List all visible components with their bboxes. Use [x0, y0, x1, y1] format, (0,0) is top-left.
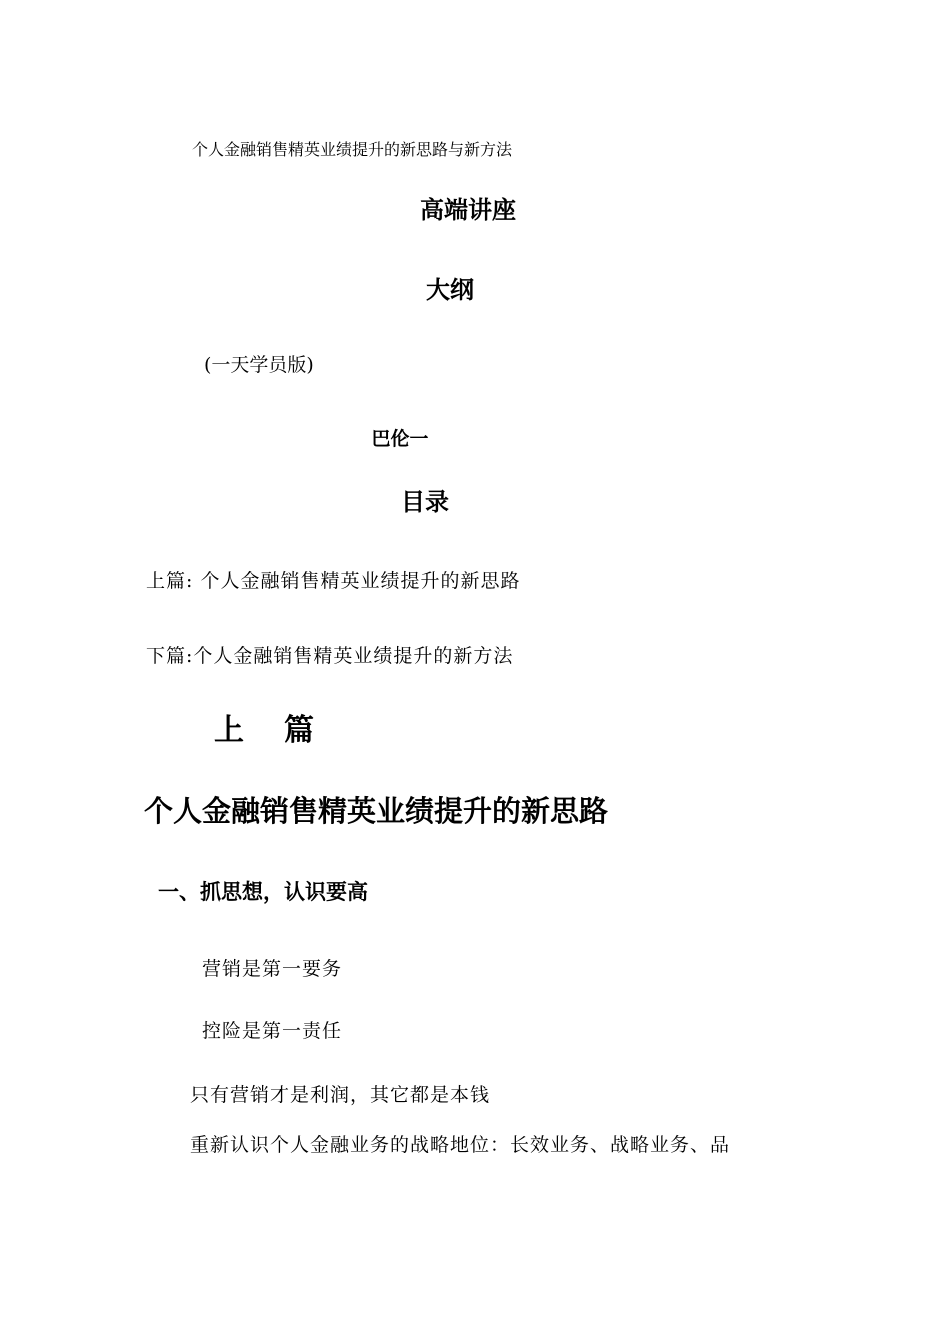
section-heading: 一、抓思想，认识要高 — [158, 880, 368, 904]
author-name: 巴伦一 — [371, 428, 429, 450]
part-title-left: 上 — [214, 713, 244, 748]
edition-label: (一天学员版) — [204, 354, 314, 376]
lecture-title: 高端讲座 — [420, 196, 516, 224]
body-line: 控险是第一责任 — [202, 1020, 343, 1042]
part-heading: 个人金融销售精英业绩提升的新思路 — [144, 794, 609, 828]
body-line: 只有营销才是利润，其它都是本钱 — [190, 1084, 491, 1106]
part-title — [214, 713, 314, 748]
outline-title: 大纲 — [426, 276, 474, 304]
body-line: 营销是第一要务 — [202, 958, 343, 980]
document-header: 个人金融销售精英业绩提升的新思路与新方法 — [192, 140, 513, 159]
toc-item-part-one: 上篇: 个人金融销售精英业绩提升的新思路 — [146, 570, 521, 592]
body-line: 重新认识个人金融业务的战略地位：长效业务、战略业务、品 — [190, 1134, 731, 1156]
toc-title: 目录 — [401, 488, 449, 516]
toc-item-part-two: 下篇:个人金融销售精英业绩提升的新方法 — [146, 645, 514, 667]
part-title-right: 篇 — [284, 713, 314, 748]
